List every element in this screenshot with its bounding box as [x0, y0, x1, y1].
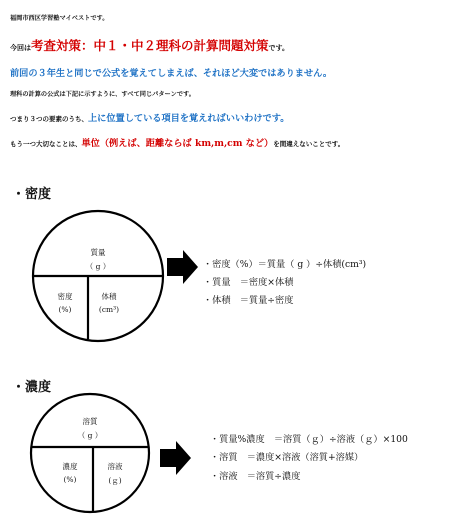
density-right-label: 体積 [101, 292, 117, 301]
density-formula-2: ・質量 ＝密度×体積 [203, 277, 294, 288]
density-arrow-icon [167, 250, 198, 284]
concentration-top-label: 溶質 [82, 417, 98, 426]
concentration-left-label: 濃度 [62, 462, 78, 471]
concentration-formula-2: ・溶質 ＝濃度×溶液（溶質+溶媒） [210, 452, 364, 463]
element-highlight: 上に位置している項目を覚えればいいわけです。 [88, 113, 290, 124]
tip-line: 前回の３年生と同じで公式を覚えてしまえば、それほど大変ではありません。 [10, 68, 333, 79]
concentration-formula-3: ・溶液 ＝溶質÷濃度 [210, 471, 301, 482]
pattern-line: 理科の計算の公式は下記に示すように、すべて同じパターンです。 [10, 91, 195, 98]
topic-highlight: 考査対策：中１・中２理科の計算問題対策 [31, 38, 269, 53]
density-circle-diagram [33, 211, 163, 341]
concentration-right-label: 溶液 [107, 462, 123, 471]
density-top-label: 質量 [90, 248, 106, 257]
concentration-left-unit: (%) [63, 475, 77, 484]
density-left-unit: (%) [58, 305, 72, 314]
topic-suffix: です。 [268, 43, 289, 52]
element-prefix: つまり３つの要素のうち、 [10, 115, 88, 123]
concentration-title: ・濃度 [12, 380, 52, 395]
density-right-unit: (cm³) [98, 305, 120, 314]
density-left-label: 密度 [57, 292, 73, 301]
topic-prefix: 今回は [10, 43, 31, 52]
concentration-formula-1: ・質量%濃度 ＝溶質（ｇ）÷溶液（ｇ）×100 [210, 434, 408, 445]
density-formula-1: ・密度（%）＝質量（ g ）÷体積(cm³) [203, 259, 367, 270]
unit-prefix: もう一つ大切なことは、 [10, 140, 82, 148]
concentration-circle [31, 394, 149, 512]
unit-suffix: を間違えないことです。 [273, 140, 345, 148]
density-top-unit: （ g ） [85, 262, 111, 271]
density-title: ・密度 [12, 187, 52, 202]
density-formula-3: ・体積 ＝質量÷密度 [203, 295, 294, 306]
unit-highlight: 単位（例えば、距離ならば km,m,cm など） [81, 138, 274, 149]
concentration-circle-diagram [31, 394, 149, 512]
concentration-top-unit: （ g ） [77, 431, 103, 440]
intro-line: 福岡市西区学習塾マイベストです。 [10, 15, 109, 22]
concentration-right-unit: (ｇ) [108, 476, 122, 485]
concentration-arrow-icon [160, 441, 191, 475]
